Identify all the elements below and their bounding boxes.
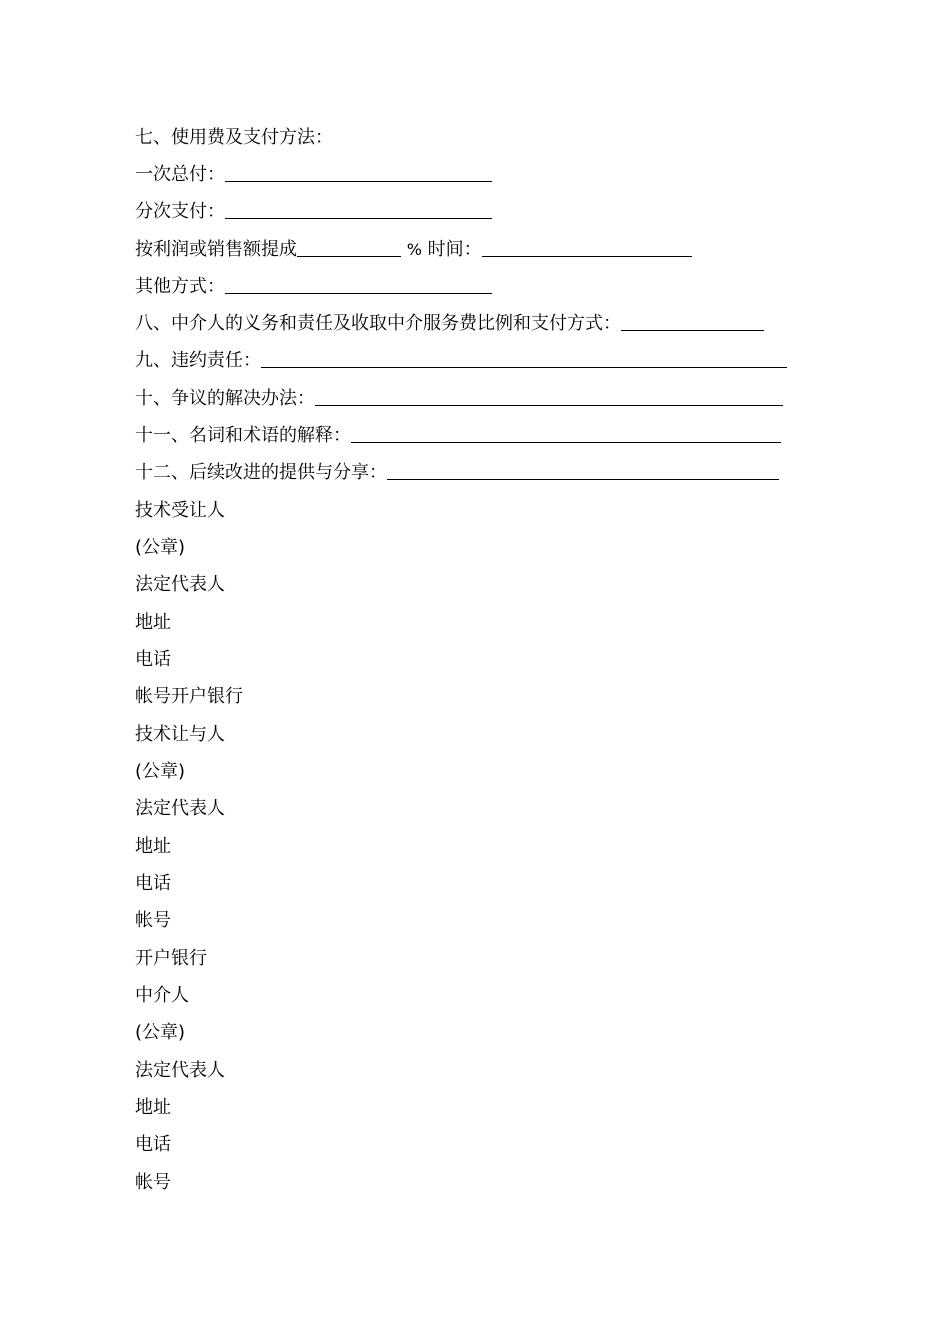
transferee-account-bank: 帐号开户银行 [135, 686, 243, 707]
installment-label: 分次支付： [135, 201, 225, 222]
intermediary-legal-rep: 法定代表人 [135, 1060, 225, 1081]
royalty-time-blank[interactable] [482, 238, 692, 257]
clause-8 [135, 309, 764, 339]
clause-7-lump-sum [135, 160, 492, 190]
lump-sum-label: 一次总付： [135, 164, 225, 185]
clause-12 [135, 458, 779, 488]
clause-8-blank[interactable] [621, 312, 764, 331]
percent-sign: % [406, 240, 422, 259]
clause-7-title [135, 123, 333, 153]
clause-11-label: 十一、名词和术语的解释： [135, 425, 351, 446]
clause-11-blank[interactable] [351, 424, 781, 443]
transferee-phone: 电话 [135, 649, 171, 670]
clause-8-label: 八、中介人的义务和责任及收取中介服务费比例和支付方式： [135, 313, 621, 334]
other-method-blank[interactable] [225, 275, 492, 294]
royalty-time-label: 时间： [427, 239, 482, 260]
transferee-seal: (公章) [135, 537, 186, 558]
royalty-percent-blank[interactable] [297, 238, 401, 257]
royalty-label: 按利润或销售额提成 [135, 239, 297, 260]
installment-blank[interactable] [225, 200, 492, 219]
transferee-legal-rep: 法定代表人 [135, 574, 225, 595]
clause-10-label: 十、争议的解决办法： [135, 388, 315, 409]
clause-12-blank[interactable] [387, 461, 779, 480]
clause-10 [135, 384, 783, 414]
intermediary-party: 中介人 [135, 985, 189, 1006]
clause-11 [135, 421, 781, 451]
clause-7-other [135, 272, 492, 302]
transferor-phone: 电话 [135, 873, 171, 894]
intermediary-account: 帐号 [135, 1172, 171, 1193]
transferor-seal: (公章) [135, 761, 186, 782]
other-method-label: 其他方式： [135, 276, 225, 297]
transferor-bank: 开户银行 [135, 948, 207, 969]
transferee-party: 技术受让人 [135, 500, 225, 521]
transferee-address: 地址 [135, 612, 171, 633]
lump-sum-blank[interactable] [225, 163, 492, 182]
clause-9-blank[interactable] [261, 349, 787, 368]
clause-7-title-text: 七、使用费及支付方法： [135, 127, 333, 148]
clause-9 [135, 346, 787, 376]
intermediary-phone: 电话 [135, 1134, 171, 1155]
transferor-account: 帐号 [135, 910, 171, 931]
intermediary-address: 地址 [135, 1097, 171, 1118]
clause-7-installment [135, 197, 492, 227]
transferor-party: 技术让与人 [135, 724, 225, 745]
intermediary-seal: (公章) [135, 1022, 186, 1043]
clause-9-label: 九、违约责任： [135, 350, 261, 371]
transferor-address: 地址 [135, 836, 171, 857]
clause-10-blank[interactable] [315, 387, 783, 406]
transferor-legal-rep: 法定代表人 [135, 798, 225, 819]
clause-7-royalty [135, 235, 692, 265]
clause-12-label: 十二、后续改进的提供与分享： [135, 462, 387, 483]
